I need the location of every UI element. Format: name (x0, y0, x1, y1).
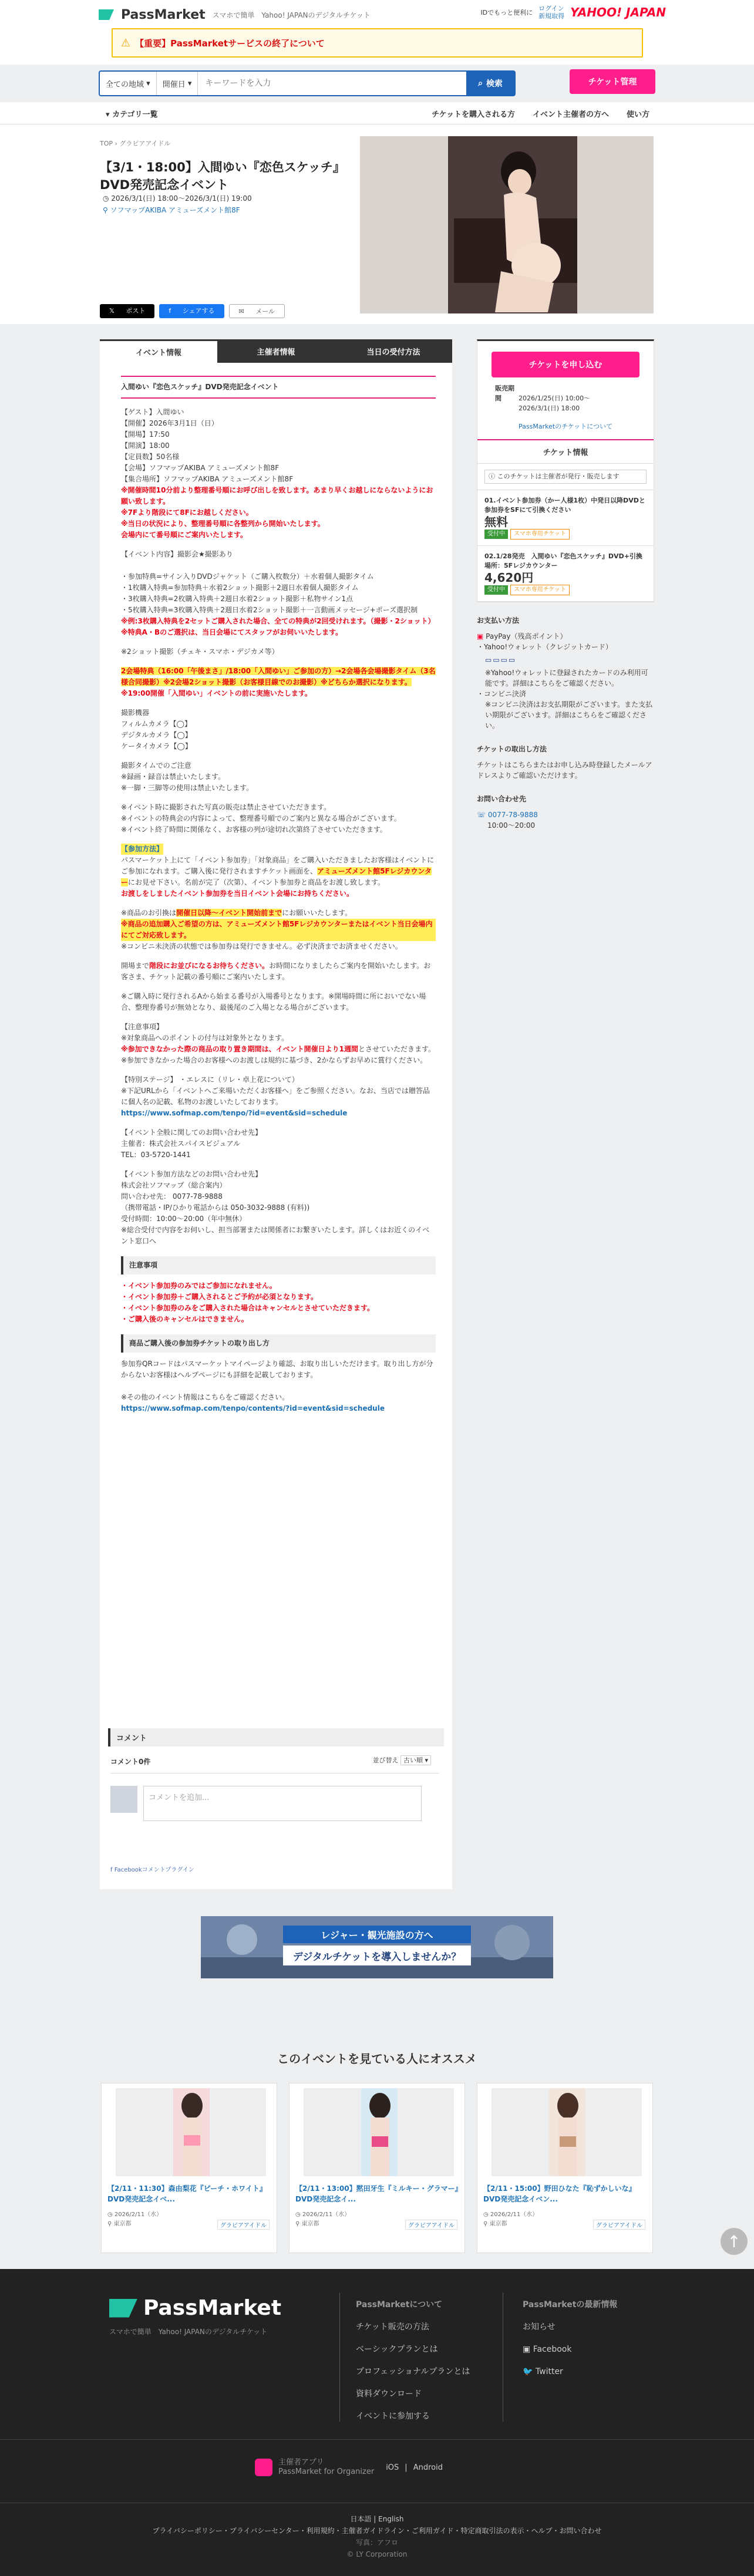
event-overview: 【ゲスト】入間ゆい 【開催】2026年3月1日（日） 【開場】17:50 【開演】18:00 【定員数】50名様 【会場】ソフマップAKIBA アミューズメント館8F 【集合場所】ソフマップAKIBA アミューズメント館8F ※開催時間10分前より整理番号順にお呼び出しを致します。あまり早くお越しにならないようにお願い致します。 ※7Fより階段にて8Fにお越しください。 ※当日の状況により、整理番号順に各整列から開始いたします。 会場内にて番号順にご案内いたします。 (121, 408, 433, 539)
login-link[interactable]: ログイン (538, 5, 564, 12)
passmarket-logo-icon (99, 9, 114, 20)
reco-heading: このイベントを見ている人にオススメ (277, 2052, 477, 2066)
arrow-up-icon: ↑ (727, 2231, 741, 2251)
comment-sort[interactable]: 並び替え 古い順 ▾ (372, 1755, 431, 1765)
receive-heading: チケットの取出し方法 (477, 745, 547, 753)
x-icon: 𝕏 (109, 307, 117, 315)
ticket-management-button[interactable]: チケット管理 (570, 69, 655, 94)
comments-title: コメント (108, 1728, 444, 1746)
reco-photo (304, 2088, 454, 2176)
passmarket-logo-icon (109, 2299, 137, 2318)
event-venue-link[interactable]: ソフマップAKIBA アミューズメント館8F (110, 206, 240, 214)
reco-card[interactable] (477, 2083, 653, 2253)
footer-col-about: PassMarketについて チケット販売の方法 ベーシックプランとは プロフェッショナルプランとは 資料ダウンロード イベントに参加する (356, 2294, 470, 2427)
register-link[interactable]: 新規取得 (538, 12, 565, 20)
ticket-info-heading: チケット情報 (477, 439, 654, 464)
promo-banner[interactable] (201, 1916, 553, 1978)
ticket-about-link[interactable]: PassMarketのチケットについて (519, 423, 612, 430)
facebook-icon: ▣ (523, 2345, 533, 2354)
reco-place: 東京都 (489, 2221, 507, 2227)
category-menu[interactable]: ▾ カテゴリ一覧 (106, 110, 158, 119)
footer-link[interactable]: プロフェッショナルプランとは (356, 2367, 470, 2376)
exchange-notes: ※商品のお引換は開催日以降〜イベント開始前までにお願いいたします。 ※商品の追加購入ご希望の方は、アミューズメント館5Fレジカウンターまたはイベント当日会場内にてご対応致します。 ※コンビニ未決済の状態では参加券は発行できません。必ず決済までお済ませください。 (121, 908, 436, 952)
search-icon: ⌕ (478, 79, 483, 88)
ticket-item[interactable]: 02.1/28発売 入間ゆい『恋色スケッチ』DVD+引換場所：5Fレジカウンター 4,620円 受付中 スマホ専用チケット (477, 546, 654, 602)
comment-input[interactable]: コメントを追加... (143, 1786, 422, 1821)
event-title: 【3/1・18:00】入間ゆい『恋色スケッチ』DVD発売記念イベント (100, 160, 345, 192)
nav-links (432, 108, 649, 119)
clock-icon: ◷ (483, 2211, 490, 2218)
banner-line1: レジャー・観光施設の方へ (283, 1926, 471, 1943)
reco-photo (116, 2088, 266, 2176)
participation-contact: 【イベント参加方法などのお問い合わせ先】 株式会社ソフマップ（総合案内） 問い合わせ先： 0077-78-9888 （携帯電話・IP/ひかり電話からは 050-3032-9888 (有料)) 受付時間：10:00〜20:00（年中無休） ※総合受付で内容をお伺いし、担当部署または関係者にお繋ぎいたします。詳しくはお近くのイベント窓口へ (121, 1170, 430, 1245)
footer-facebook[interactable]: ▣ Facebook (523, 2345, 572, 2354)
footer-link[interactable]: お知らせ (523, 2322, 556, 2332)
footer-tagline: スマホで簡単 Yahoo! JAPANのデジタルチケット (109, 2328, 268, 2336)
avatar (110, 1786, 137, 1813)
reco-date: 2026/2/11（水） (114, 2211, 163, 2218)
nav-organizers[interactable]: イベント主催者の方へ (532, 110, 609, 119)
android-link[interactable]: Android (413, 2463, 443, 2472)
tagline: スマホで簡単 Yahoo! JAPANのデジタルチケット (212, 11, 371, 19)
reco-title: 【2/11・15:00】野田ひなた『恥ずかしいな』DVD発売記念イベン... (483, 2184, 636, 2203)
login-area (480, 5, 666, 20)
payment-methods: ▣ PayPay（残高ポイント） ・Yahoo!ウォレット（クレジットカード） ▭▭▭▭ ※Yahoo!ウォレットに登録されたカードのみ利用可能です。詳細はこちらをご確認ください。 ・コンビニ決済 ※コンビニ決済はお支払期限がございます。また支払い期限がございます。詳細はこちらをご確認ください。 (477, 632, 653, 730)
footer-link[interactable]: チケット販売の方法 (356, 2322, 429, 2332)
area-select[interactable]: 全ての地域 ▾ (100, 72, 157, 95)
footer-link[interactable]: イベントに参加する (356, 2412, 430, 2421)
waiting-notes: 開場まで階段にお並びになるお待ちください。お時間になりましたらご案内を開始いたします。お客さま、チケット記載の番号順にご案内いたします。 (121, 962, 431, 981)
ios-link[interactable]: iOS (386, 2463, 399, 2472)
nav-howto[interactable]: 使い方 (626, 110, 649, 119)
login-lead: IDでもっと便利に (480, 9, 533, 16)
reco-category[interactable]: グラビアアイドル (593, 2220, 645, 2230)
cautions: 【注意事項】 ※対象商品へのポイントの付与は対象外となります。 ※参加できなかった際の商品の取り置き期間は、イベント開催日より1週間とさせていただきます。 ※参加できなかった場合のお客様へのお渡しは規約に基づき、2かならずお早めに賞行ください。 (121, 1023, 436, 1064)
reco-photo (492, 2088, 642, 2176)
pin-icon: ⚲ (295, 2221, 302, 2227)
sale-period: 販売期間 2026/1/25(日) 10:00〜 2026/3/1(日) 18:00 (495, 385, 591, 412)
twitter-icon: 🐦 (523, 2367, 536, 2376)
reco-date: 2026/2/11（水） (490, 2211, 538, 2218)
breadcrumb[interactable]: TOP › グラビアアイドル (100, 140, 171, 147)
entry-number-note: ※ご購入時に発行されるAから始まる番号が入場番号となります。※開場時間に所においでない場合、整理券番号が無効となり、最後尾のご入場となる場合がございます。 (121, 992, 426, 1011)
reco-place: 東京都 (301, 2221, 319, 2227)
share-buttons (100, 304, 285, 318)
camera-rules: 撮影機器 フィルムカメラ【◯】 デジタルカメラ【◯】 ケータイカメラ【◯】 (121, 709, 192, 750)
important-notice[interactable] (112, 28, 643, 58)
contact-info: ☏ 0077-78-9888 10:00〜20:00 (477, 811, 538, 830)
participation-method: 【参加方法】 パスマーケット上にて「イベント参加券」「対象商品」をご購入いただきましたお客様はイベントにご参加になれます。ご購入後に発行されますチケット画面を、アミューズメント館5Fレジカウンターにお見せ下さい。名前が完了（次第）、イベント参加券と商品をお渡し致します。 お渡しをしましたイベント参加券を当日イベント会場にお持ちください。 (121, 845, 435, 898)
footer-link[interactable]: 資料ダウンロード (356, 2389, 422, 2399)
footer (0, 2269, 754, 2576)
clock-icon: ◷ (295, 2211, 302, 2218)
howto-text: 参加券QRコードはパスマーケットマイページより確認、お取り出しいただけます。取り出し方が分からないお客様はヘルプページにも詳細を記載しております。 ※その他のイベント情報はこちらをご確認ください。 https://www.sofmap.com/tenpo/contents/?id=event&sid=schedule (121, 1360, 433, 1412)
comments-section (100, 1720, 452, 1884)
scroll-top-button[interactable] (721, 2228, 748, 2255)
reco-category[interactable]: グラビアアイドル (217, 2220, 270, 2230)
x-post-button[interactable]: 𝕏 ポスト (100, 304, 154, 318)
organizer-contact: 【イベント全般に関してのお問い合わせ先】 主催者：株式会社スパイスビジュアル TEL：03-5720-1441 (121, 1128, 262, 1159)
facebook-icon: f (110, 1867, 115, 1873)
tab-organizer[interactable]: 主催者情報 (217, 339, 335, 363)
nav-buyers[interactable]: チケットを購入される方 (432, 110, 515, 119)
facebook-icon: f (169, 307, 173, 315)
info-icon: ⓘ (489, 473, 497, 480)
pin-icon: ⚲ (483, 2221, 490, 2227)
howto-heading: 商品ご購入後の参加券チケットの取り出し方 (121, 1334, 436, 1353)
search-button[interactable]: ⌕ 検索 (466, 72, 514, 95)
two-shot-note: ※2ショット撮影（チェキ・スマホ・デジカメ等） (121, 648, 279, 656)
mail-icon: ✉ (238, 308, 247, 315)
organizer-app: 主催者アプリ PassMarket for Organizer iOS | Android (255, 2458, 443, 2477)
footer-logo[interactable]: PassMarket (109, 2296, 281, 2320)
tab-event-info[interactable]: イベント情報 (100, 339, 217, 363)
fb-plugin-label: f Facebookコメントプラグイン (110, 1867, 194, 1873)
footer-col-news: PassMarketの最新情報 お知らせ ▣ Facebook 🐦 Twitter (523, 2294, 617, 2383)
apply-button[interactable]: チケットを申し込む (492, 352, 639, 377)
event-content: 【イベント内容】撮影会★撮影あり ・参加特典=サイン入りDVDジャケット（ご購入枚数分）＋水着個人撮影タイム ・1枚購入特典=参加特典＋水着2ショット撮影＋2週日水着個人撮影タイム ・3枚購入特典=2枚購入特典＋2週日水着2ショット撮影＋私物サイン1点 ・5枚購入特典=3枚購入特典＋2週日水着2ショット撮影＋一言動画メッセージ+ポーズ選択制 ※例:3枚購入特典を2セットご購入された場合、全ての特典が2回受けれます。（撮影・2ショット） ※特典A・Bのご選択は、当日会場にてスタッフがお伺いいたします。 (121, 550, 435, 636)
tab-reception[interactable]: 当日の受付方法 (335, 339, 452, 363)
reco-card[interactable] (101, 2083, 277, 2253)
mail-button[interactable]: ✉ メール (229, 304, 285, 318)
pin-icon: ⚲ (103, 206, 110, 214)
event-meta (103, 193, 252, 216)
banner-line2: デジタルチケットを導入しませんか？ (283, 1946, 471, 1965)
search-input[interactable] (198, 72, 466, 95)
event-info-link[interactable]: https://www.sofmap.com/tenpo/contents/?id=event&sid=schedule (121, 1404, 385, 1412)
footer-bottom: 日本語 | English プライバシーポリシー・プライバシーセンター・利用規約・主催者ガイドライン・ご利用ガイド・特定商取引法の表示・ヘルプ・お問い合わせ 写真：アフロ © LY Corporation (0, 2513, 754, 2560)
app-icon (255, 2459, 272, 2476)
logo-text: PassMarket (121, 7, 206, 22)
description-heading: 入間ゆい『恋色スケッチ』DVD発売記念イベント (121, 376, 436, 399)
apply-card (477, 339, 654, 602)
copyright: © LY Corporation (346, 2550, 408, 2558)
schedule-link[interactable]: https://www.sofmap.com/tenpo/?id=event&sid=schedule (121, 1109, 348, 1117)
phone-icon: ☏ (477, 811, 488, 819)
card-brand-icons: ▭▭▭▭ (485, 656, 517, 664)
reco-card[interactable] (289, 2083, 465, 2253)
ticket-item[interactable]: 01.イベント参加券（かー人様1枚）中発日以降DVDと参加券をSFにて引換ください 無料 受付中 スマホ専用チケット (477, 490, 654, 546)
detail-tabs (100, 339, 452, 363)
reco-title: 【2/11・11:30】森由梨花『ピーチ・ホワイト』DVD発売記念イベ... (107, 2184, 267, 2203)
yahoo-logo[interactable]: YAHOO! JAPAN (570, 5, 666, 19)
paypay-icon: ▣ (477, 632, 486, 640)
notes-heading: 注意事項 (121, 1256, 436, 1274)
payment-heading: お支払い方法 (477, 616, 520, 625)
facebook-share-button[interactable]: f シェアする (159, 304, 224, 318)
logo-area[interactable] (99, 6, 371, 23)
clock-icon: ◷ (103, 194, 112, 203)
footer-twitter[interactable]: 🐦 Twitter (523, 2367, 563, 2376)
footer-link[interactable]: ベーシックプランとは (356, 2345, 438, 2354)
special-bonus: 2会場特典（16:00「午後まさ」/18:00「入間ゆい」ご参加の方）→2会場各会場撮影タイム（3名様合同撮影）※2会場2ショット撮影（お客様目線でのお撮影）※どちらか選択になります。 ※19:00開催「入間ゆい」イベントの前に実施いたします。 (121, 667, 436, 697)
footer-legal-links[interactable]: プライバシーポリシー・プライバシーセンター・利用規約・主催者ガイドライン・ご利用ガイド・特定商取引法の表示・ヘルプ・お問い合わせ (152, 2527, 602, 2535)
contact-heading: お問い合わせ先 (477, 795, 527, 803)
event-detail-panel (100, 339, 452, 1889)
language-switch[interactable]: 日本語 | English (350, 2515, 404, 2523)
warning-icon: ⚠ (121, 36, 131, 49)
comment-count: コメント0件 (110, 1758, 151, 1766)
pin-icon: ⚲ (107, 2221, 114, 2227)
sidebar (477, 339, 654, 831)
reco-category[interactable]: グラビアアイドル (405, 2220, 457, 2230)
event-description (121, 376, 436, 1422)
event-datetime: 2026/3/1(日) 18:00〜2026/3/1(日) 19:00 (111, 194, 252, 203)
chevron-down-icon: ▾ (106, 110, 113, 119)
date-select[interactable]: 開催日 ▾ (157, 72, 198, 95)
event-notes: ※イベント時に撮影された写真の販売は禁止させていただきます。 ※イベントの特典会の内容によって、整理番号順でのご案内と異なる場合がございます。 ※イベント終了時間に関係なく、お客様の列が途切れ次第終了させていただきます。 (121, 803, 401, 834)
reco-title: 【2/11・13:00】黙田牙生『ミルキー・グラマー』DVD発売記念イ... (295, 2184, 459, 2203)
event-photo (360, 136, 654, 313)
notes-list: ・イベント参加券のみではご参加になれません。 ・イベント参加券＋ご購入されるとご予約が必須となります。 ・イベント参加券のみをご購入された場合はキャンセルとさせていただきます。 ・ご購入後のキャンセルはできません。 (121, 1282, 375, 1323)
reco-place: 東京都 (113, 2221, 132, 2227)
notice-text: 【重要】PassMarketサービスの終了について (135, 38, 325, 49)
gift-policy: 【特別ステージ】 ・エレスに（リレ・卓上花について） ※下記URLから「イベントへご来場いただくお客様へ」をご参照ください。なお、当店では贈答品に個人名の記載、私物のお渡しいたしております。 https://www.sofmap.com/tenpo/?id=event&sid=schedule (121, 1075, 430, 1117)
shooting-notes: 撮影タイムでのご注意 ※録画・録音は禁止いたします。 ※一脚・三脚等の使用は禁止いたします。 (121, 761, 254, 792)
contact-tel[interactable]: 0077-78-9888 (487, 811, 538, 819)
search-form (99, 70, 516, 96)
receive-method: チケットはこちらまたはお申し込み時登録したメールアドレスよりご確認いただけます。 (477, 761, 652, 780)
reco-date: 2026/2/11（水） (302, 2211, 351, 2218)
clock-icon: ◷ (107, 2211, 115, 2218)
ticket-warning: ⓘ このチケットは主催者が発行・販売します (477, 464, 654, 490)
